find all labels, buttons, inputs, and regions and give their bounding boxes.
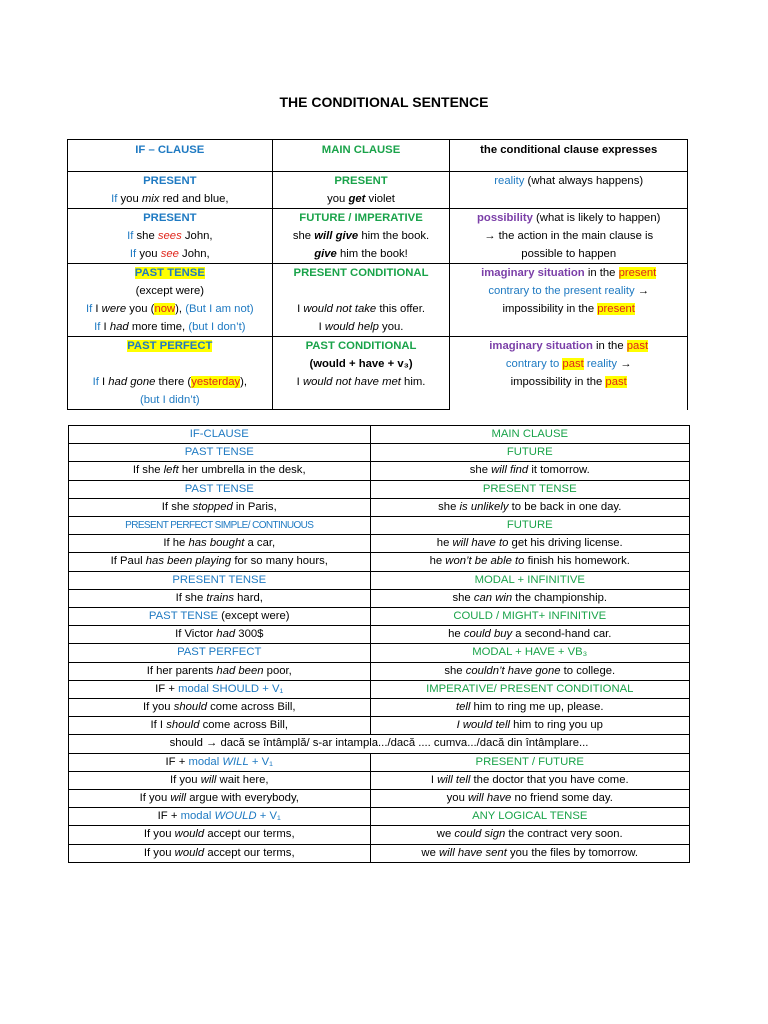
tense-row	[69, 571, 690, 589]
tense-row	[69, 808, 690, 826]
main-tense: FUTURE / IMPERATIVE	[272, 209, 450, 228]
if-tense: PRESENT	[68, 209, 273, 228]
example-row	[69, 826, 690, 844]
if-tense: PRESENT TENSE	[69, 571, 371, 589]
type0-tense-row	[68, 172, 688, 191]
example-row	[69, 553, 690, 571]
example-row	[69, 462, 690, 480]
if-tense: IF + modal WILL + V₁	[69, 753, 371, 771]
main-tense: COULD / MIGHT+ INFINITIVE	[370, 608, 690, 626]
if-example: If you mix red and blue,	[68, 190, 273, 209]
if-example: If she left her umbrella in the desk,	[69, 462, 371, 480]
main-empty	[272, 391, 450, 410]
example-row	[69, 535, 690, 553]
if-example: If you would accept our terms,	[69, 826, 371, 844]
if-example: If you will wait here,	[69, 771, 371, 789]
if-tense: PAST TENSE	[69, 444, 371, 462]
main-example: he could buy a second-hand car.	[370, 626, 690, 644]
main-example: I would not have met him.	[272, 373, 450, 391]
should-translation: should → dacă se întâmplă/ s-ar intampla.../dacă .... cumva.../dacă din întâmplare...	[69, 735, 690, 753]
main-example: you will have no friend some day.	[370, 790, 690, 808]
tense-row	[69, 517, 690, 535]
main-empty	[272, 282, 450, 300]
if-example: If she sees John,	[68, 227, 273, 245]
example-row	[69, 626, 690, 644]
main-example: I would tell him to ring you up	[370, 717, 690, 735]
tense-row	[69, 608, 690, 626]
main-tense: PRESENT / FUTURE	[370, 753, 690, 771]
if-example: If I should come across Bill,	[69, 717, 371, 735]
if-tense: PAST TENSE (except were)	[69, 608, 371, 626]
if-tense: PAST TENSE	[69, 480, 371, 498]
main-example: he won’t be able to finish his homework.	[370, 553, 690, 571]
example-row	[69, 699, 690, 717]
type3-expresses: imaginary situation in the past contrary to past reality → impossibility in the past	[450, 337, 688, 410]
main-tense: FUTURE	[370, 517, 690, 535]
if-example: If you would accept our terms,	[69, 844, 371, 862]
if-example: If you should come across Bill,	[69, 699, 371, 717]
main-example: I would not take this offer.	[272, 300, 450, 318]
if-example: If she trains hard,	[69, 589, 371, 607]
if-example: If you will argue with everybody,	[69, 790, 371, 808]
main-tense: MODAL + HAVE + VB₃	[370, 644, 690, 662]
main-example: she will give him the book.	[272, 227, 450, 245]
main-example: she is unlikely to be back in one day.	[370, 498, 690, 516]
main-example: we will have sent you the files by tomorrow.	[370, 844, 690, 862]
main-example: she can win the championship.	[370, 589, 690, 607]
if-example: If I had gone there (yesterday),	[68, 373, 273, 391]
main-tense: MODAL + INFINITIVE	[370, 571, 690, 589]
main-formula: (would + have + v₃)	[272, 355, 450, 373]
example-row	[69, 498, 690, 516]
conditional-types-table	[67, 139, 688, 410]
if-tense: PAST PERFECT	[68, 337, 273, 356]
type2-expresses: imaginary situation in the present contrary to the present reality → impossibility in the present	[450, 264, 688, 337]
main-example: you get violet	[272, 190, 450, 209]
header-main-clause: MAIN CLAUSE	[272, 140, 450, 172]
example-row	[69, 717, 690, 735]
main-tense: ANY LOGICAL TENSE	[370, 808, 690, 826]
if-example: If I had more time, (but I don’t)	[68, 318, 273, 337]
example-row	[69, 589, 690, 607]
type1-expresses: possibility (what is likely to happen) → the action in the main clause is possible to happen	[450, 209, 688, 264]
type3-tense-row	[68, 337, 688, 356]
if-tense: PRESENT	[68, 172, 273, 191]
if-example: If I were you (now), (But I am not)	[68, 300, 273, 318]
main-tense: PRESENT TENSE	[370, 480, 690, 498]
if-tense: IF + modal SHOULD + V₁	[69, 680, 371, 698]
header-if-clause: IF – CLAUSE	[68, 140, 273, 172]
table-header-row	[69, 426, 690, 444]
example-row	[69, 844, 690, 862]
if-example: If Paul has been playing for so many hours,	[69, 553, 371, 571]
if-tense: PRESENT PERFECT SIMPLE/ CONTINUOUS	[69, 517, 371, 535]
main-example: I would help you.	[272, 318, 450, 337]
if-tense: PAST PERFECT	[69, 644, 371, 662]
main-example: we could sign the contract very soon.	[370, 826, 690, 844]
main-example: she couldn’t have gone to college.	[370, 662, 690, 680]
example-row	[69, 790, 690, 808]
if-example: If he has bought a car,	[69, 535, 371, 553]
main-tense: PRESENT	[272, 172, 450, 191]
type1-tense-row	[68, 209, 688, 228]
main-tense: PAST CONDITIONAL	[272, 337, 450, 356]
example-row	[69, 771, 690, 789]
header-if-clause: IF-CLAUSE	[69, 426, 371, 444]
main-tense: FUTURE	[370, 444, 690, 462]
table-header-row	[68, 140, 688, 172]
if-example: If she stopped in Paris,	[69, 498, 371, 516]
header-main-clause: MAIN CLAUSE	[370, 426, 690, 444]
if-tense: IF + modal WOULD + V₁	[69, 808, 371, 826]
if-note: (but I didn’t)	[68, 391, 273, 410]
if-empty	[68, 355, 273, 373]
tense-row	[69, 644, 690, 662]
if-note: (except were)	[68, 282, 273, 300]
type0-expresses: reality (what always happens)	[450, 172, 688, 209]
if-tense: PAST TENSE	[68, 264, 273, 283]
tense-row	[69, 753, 690, 771]
main-example: he will have to get his driving license.	[370, 535, 690, 553]
main-tense: IMPERATIVE/ PRESENT CONDITIONAL	[370, 680, 690, 698]
type2-tense-row	[68, 264, 688, 283]
if-example: If you see John,	[68, 245, 273, 264]
main-example: I will tell the doctor that you have come.	[370, 771, 690, 789]
tense-row	[69, 480, 690, 498]
if-example: If her parents had been poor,	[69, 662, 371, 680]
main-example: give him the book!	[272, 245, 450, 264]
tense-row	[69, 444, 690, 462]
header-expresses: the conditional clause expresses	[450, 140, 688, 172]
tense-row	[69, 680, 690, 698]
page-title: THE CONDITIONAL SENTENCE	[279, 94, 489, 110]
example-row	[69, 662, 690, 680]
main-tense: PRESENT CONDITIONAL	[272, 264, 450, 283]
translation-row	[69, 735, 690, 753]
if-example: If Victor had 300$	[69, 626, 371, 644]
main-example: tell him to ring me up, please.	[370, 699, 690, 717]
main-example: she will find it tomorrow.	[370, 462, 690, 480]
mixed-conditionals-table	[68, 425, 690, 863]
